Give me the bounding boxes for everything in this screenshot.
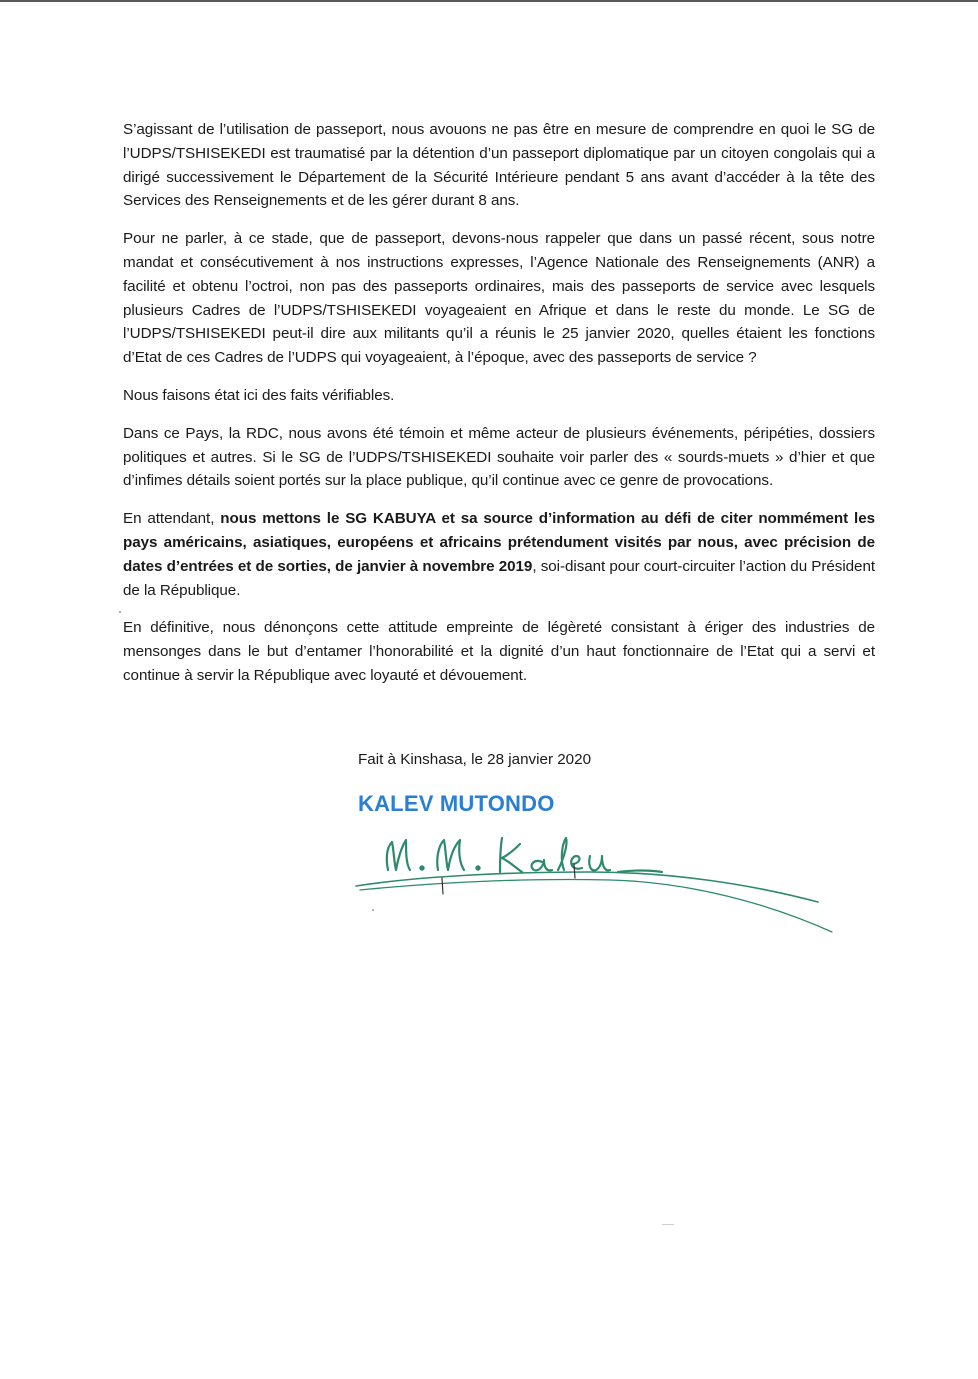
- paragraph-conclusion: En définitive, nous dénonçons cette attitude empreinte de légèreté consistant à ériger des industries de mensonges dans le but d’entamer l’honorabilité et la dignité d’un haut fonctionnaire de l’Etat qui a servi et continue à servir la République avec loyauté et dévouement.: [123, 619, 875, 684]
- paper-speck: [372, 909, 374, 911]
- paragraph-passport-usage: S’agissant de l’utilisation de passeport, nous avouons ne pas être en mesure de comprendre en quoi le SG de l’UDPS/TSHISEKEDI est traumatisé par la détention d’un passeport diplomatique par un citoyen congolais qui a dirigé successivement le Département de la Sécurité Intérieure pendant 5 ans avant d’accéder à la tête des Services des Renseignements et de les gérer durant 8 ans.: [123, 121, 875, 210]
- page-top-edge: [0, 0, 978, 2]
- challenge-bold-text: nous mettons le SG KABUYA et sa source d’information au défi de citer nommément les pays américains, asiatiques, européens et africains prétendument visités par nous, avec précision de dates d’entrées et de sorties, de janvier à novembre 2019: [123, 510, 875, 575]
- paragraph-verifiable-facts: Nous faisons état ici des faits vérifiables.: [123, 386, 395, 404]
- paragraph-challenge: [123, 507, 875, 602]
- paragraph-service-passports: Pour ne parler, à ce stade, que de passeport, devons-nous rappeler que dans un passé récent, sous notre mandat et consécutivement à nos instructions expresses, l’Agence Nationale des Renseignements (ANR) a facilité et obtenu l’octroi, non pas des passeports ordinaires, mais des passeports de service avec lesquels plusieurs Cadres de l’UDPS/TSHISEKEDI voyageaient en Afrique et dans le reste du monde. Le SG de l’UDPS/TSHISEKEDI peut-il dire aux militants qu’il a réunis le 25 janvier 2020, quelles étaient les fonctions d’Etat de ces Cadres de l’UDPS qui voyageaient, à l’époque, avec des passeports de service ?: [123, 230, 875, 367]
- challenge-intro: En attendant,: [123, 510, 221, 528]
- paper-speck: [662, 1224, 674, 1225]
- challenge-end: , soi-disant pour court-circuiter l’action du Président de la République.: [123, 557, 876, 599]
- paper-speck: [119, 611, 121, 613]
- signatory-name: KALEV MUTONDO: [358, 791, 555, 816]
- paragraph-rdc-events: Dans ce Pays, la RDC, nous avons été témoin et même acteur de plusieurs événements, péripéties, dossiers politiques et autres. Si le SG de l’UDPS/TSHISEKEDI souhaite voir parler des « sourds-muets » d’hier et que d’infimes détails soient portés sur la place publique, qu’il continue avec ce genre de provocations.: [123, 424, 875, 490]
- letter-body: [123, 118, 875, 702]
- handwritten-signature: [350, 822, 840, 942]
- place-and-date: Fait à Kinshasa, le 28 janvier 2020: [358, 751, 592, 768]
